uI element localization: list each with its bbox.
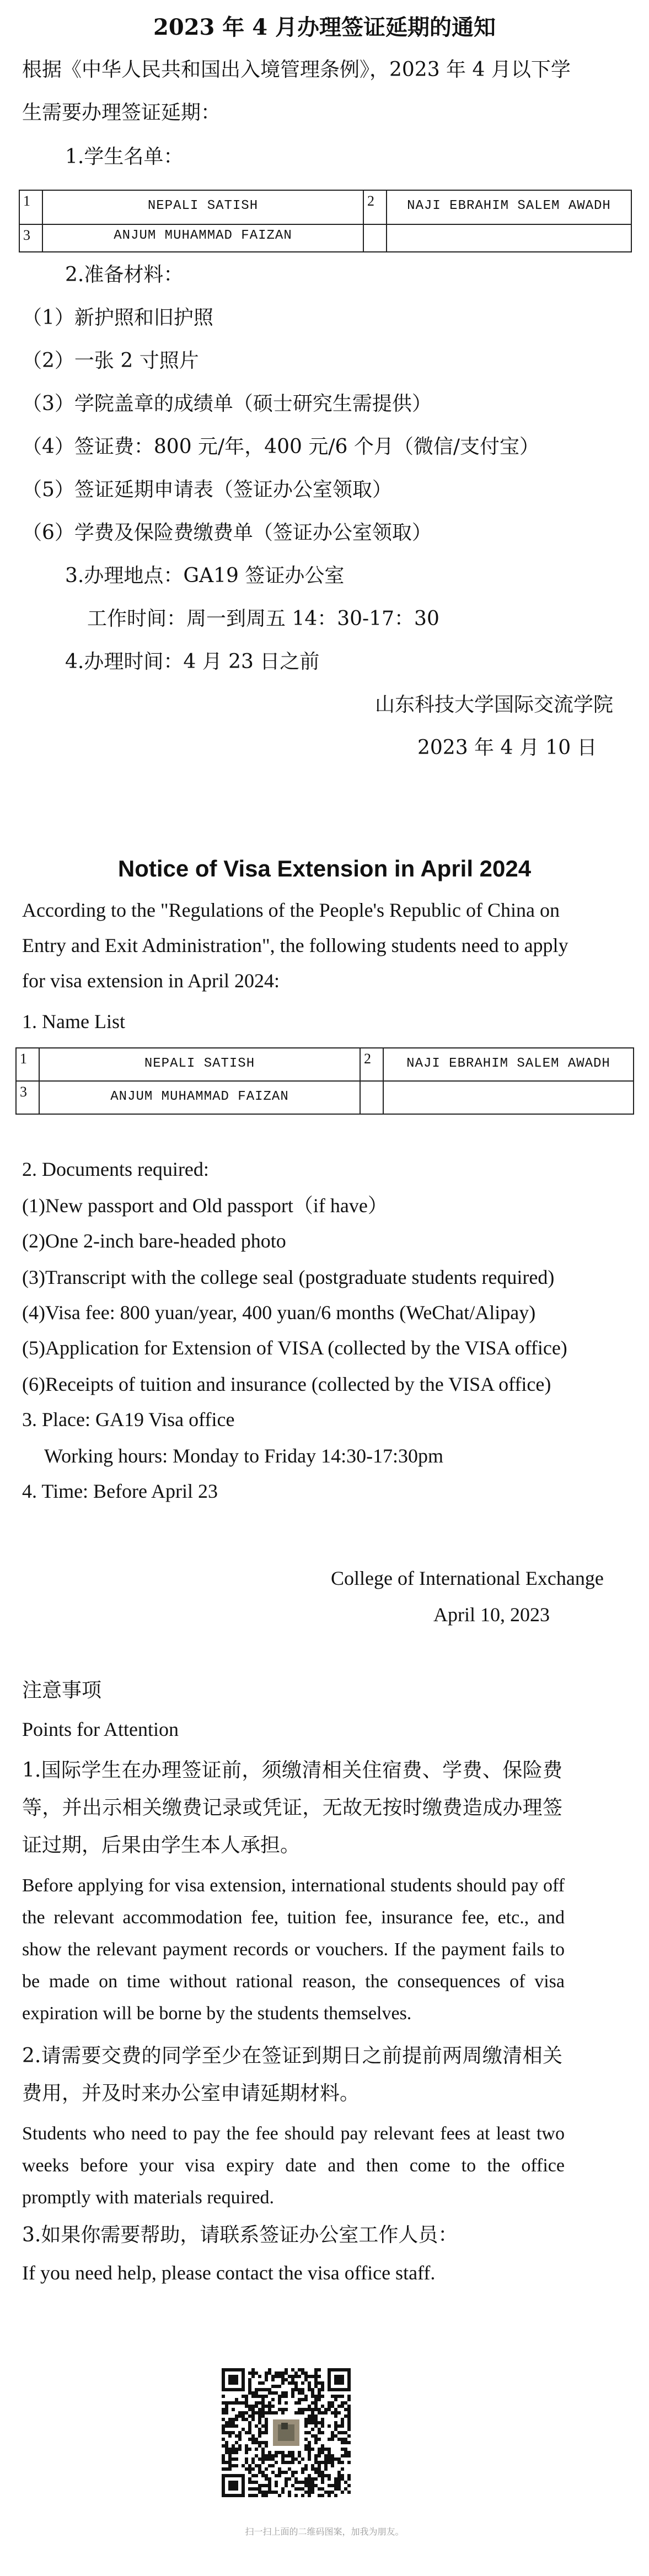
qr-code-image xyxy=(218,2365,354,2500)
en-table-name: NAJI EBRAHIM SALEM AWADH xyxy=(383,1048,634,1081)
cn-table-name: NAJI EBRAHIM SALEM AWADH xyxy=(387,190,631,224)
en-doc-item: (4)Visa fee: 800 yuan/year, 400 yuan/6 months (WeChat/Alipay) xyxy=(22,1302,536,1324)
en-table-name: NEPALI SATISH xyxy=(39,1048,360,1081)
cn-name-table xyxy=(19,190,632,252)
en-doc-item: (5)Application for Extension of VISA (collected by the VISA office) xyxy=(22,1337,567,1359)
cn-organization: 山东科技大学国际交流学院 xyxy=(375,693,614,716)
cn-material-item: （1）新护照和旧护照 xyxy=(22,306,213,329)
en-doc-item: (1)New passport and Old passport（if have） xyxy=(22,1195,388,1217)
en-table-num xyxy=(360,1081,383,1114)
en-place: 3. Place: GA19 Visa office xyxy=(22,1408,235,1430)
cn-time: 4.办理时间：4 月 23 日之前 xyxy=(65,650,320,673)
en-date: April 10, 2023 xyxy=(433,1604,550,1626)
cn-table-name: NEPALI SATISH xyxy=(42,190,363,224)
qr-caption: 扫一扫上面的二维码图案，加我为朋友。 xyxy=(245,2527,404,2537)
cn-material-item: （6）学费及保险费缴费单（签证办公室领取） xyxy=(22,521,432,544)
cn-date: 2023 年 4 月 10 日 xyxy=(417,736,597,759)
cn-hours: 工作时间：周一到周五 14：30-17：30 xyxy=(87,607,439,630)
en-organization: College of International Exchange xyxy=(331,1567,604,1589)
en-hours: Working hours: Monday to Friday 14:30-17:30pm xyxy=(44,1445,444,1467)
en-title: Notice of Visa Extension in April 2024 xyxy=(117,856,532,881)
cn-title: 2023 年 4 月办理签证延期的通知 xyxy=(153,14,496,40)
cn-materials-heading: 2.准备材料： xyxy=(65,263,184,286)
en-doc-item: (3)Transcript with the college seal (postgraduate students required) xyxy=(22,1266,555,1288)
notes-p2-cn: 2.请需要交费的同学至少在签证到期日之前提前两周缴清相关费用，并及时来办公室申请延期材料。 xyxy=(22,2045,562,2105)
en-table-name: ANJUM MUHAMMAD FAIZAN xyxy=(39,1081,360,1114)
cn-table-name: ANJUM MUHAMMAD FAIZAN xyxy=(42,224,363,252)
en-table-num: 2 xyxy=(360,1048,383,1081)
cn-table-num: 3 xyxy=(19,224,42,252)
cn-list-heading: 1.学生名单： xyxy=(65,146,184,168)
en-docs-heading: 2. Documents required: xyxy=(22,1158,209,1180)
cn-table-num: 2 xyxy=(363,190,387,224)
en-table-num: 3 xyxy=(16,1081,39,1114)
cn-material-item: （2）一张 2 寸照片 xyxy=(22,349,199,372)
cn-intro-line2: 生需要办理签证延期： xyxy=(22,101,221,124)
cn-material-item: （5）签证延期申请表（签证办公室领取） xyxy=(22,478,392,501)
notes-p1-en: Before applying for visa extension, international students should pay off the relevant accommodation fee, tuition fee, insurance fee, etc., and show the relevant payment records or vouchers. If the payment fails to be made on time without rational reason, the consequences of visa expiration will be borne by the students themselves. xyxy=(22,1875,565,2024)
cn-material-item: （4）签证费：800 元/年，400 元/6 个月（微信/支付宝） xyxy=(22,435,539,458)
notes-cn-heading: 注意事项 xyxy=(22,1679,102,1702)
en-list-heading: 1. Name List xyxy=(22,1010,125,1032)
en-intro-line1: According to the "Regulations of the People's Republic of China on xyxy=(22,899,560,921)
en-doc-item: (2)One 2-inch bare-headed photo xyxy=(22,1230,286,1252)
notes-en-heading: Points for Attention xyxy=(22,1718,179,1740)
cn-table-num: 1 xyxy=(19,190,42,224)
notes-p2-en: Students who need to pay the fee should pay relevant fees at least two weeks before your visa expiry date and then come to the office promptly with materials required. xyxy=(22,2123,565,2208)
cn-intro-line1: 根据《中华人民共和国出入境管理条例》，2023 年 4 月以下学 xyxy=(22,58,571,81)
cn-place: 3.办理地点：GA19 签证办公室 xyxy=(65,564,345,587)
cn-table-name xyxy=(387,224,631,252)
cn-table-num xyxy=(363,224,387,252)
en-name-table xyxy=(15,1047,634,1115)
notes-p3-cn: 3.如果你需要帮助，请联系签证办公室工作人员： xyxy=(22,2224,458,2246)
wechat-qr-code xyxy=(218,2365,354,2503)
en-table-name xyxy=(383,1081,634,1114)
en-doc-item: (6)Receipts of tuition and insurance (collected by the VISA office) xyxy=(22,1373,551,1395)
en-intro-line3: for visa extension in April 2024: xyxy=(22,970,280,992)
notes-p1-cn: 1.国际学生在办理签证前，须缴清相关住宿费、学费、保险费等，并出示相关缴费记录或凭证，无故无按时缴费造成办理签证过期，后果由学生本人承担。 xyxy=(22,1759,562,1857)
cn-material-item: （3）学院盖章的成绩单（硕士研究生需提供） xyxy=(22,392,432,415)
en-table-num: 1 xyxy=(16,1048,39,1081)
en-intro-line2: Entry and Exit Administration", the following students need to apply xyxy=(22,934,568,956)
en-time: 4. Time: Before April 23 xyxy=(22,1480,218,1502)
notes-p3-en: If you need help, please contact the visa office staff. xyxy=(22,2262,436,2284)
